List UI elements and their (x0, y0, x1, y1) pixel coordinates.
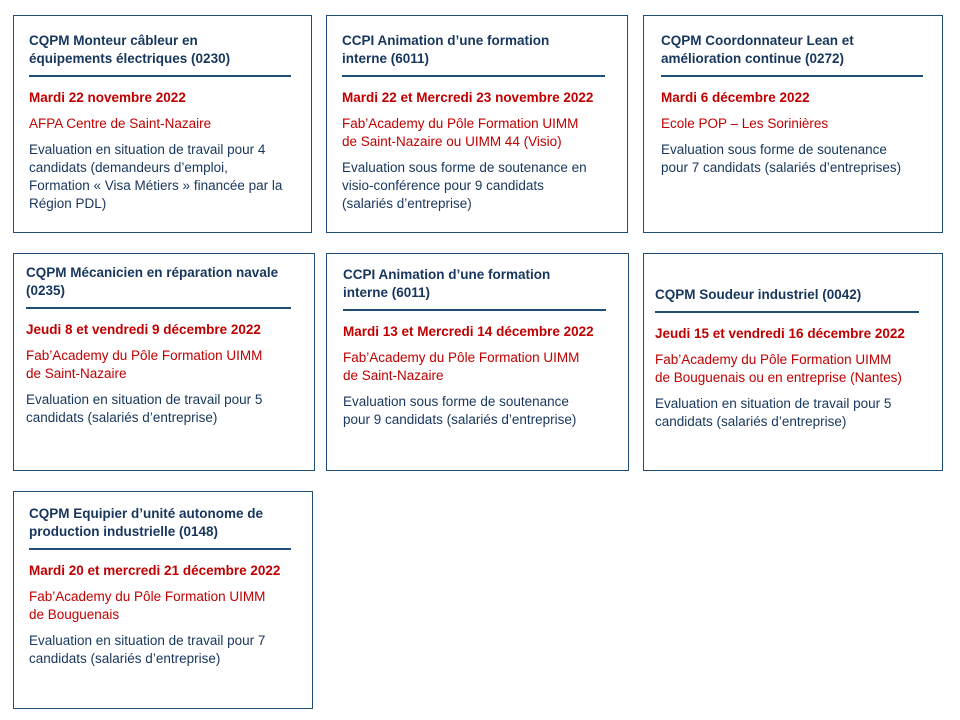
card-location: Ecole POP – Les Sorinières (661, 116, 829, 131)
title-divider (29, 75, 291, 77)
card-description: Evaluation en situation de travail pour 5 candidats (salariés d’entreprise) (26, 392, 263, 425)
card-location: AFPA Centre de Saint-Nazaire (29, 116, 212, 131)
card-date: Mardi 22 novembre 2022 (29, 90, 186, 105)
session-card-equipier-unite-autonome (13, 491, 313, 709)
card-description: Evaluation en situation de travail pour 4 candidats (demandeurs d’emploi, Formation « Visa Métiers » financée par la Région PDL) (29, 142, 283, 211)
card-description: Evaluation en situation de travail pour 5 candidats (salariés d’entreprise) (655, 396, 892, 429)
session-card-ccpi-animation-nov (326, 15, 628, 233)
card-location: Fab’Academy du Pôle Formation UIMM de Bouguenais ou en entreprise (Nantes) (655, 352, 902, 385)
card-title: CQPM Soudeur industriel (0042) (655, 287, 862, 302)
session-card-mecanicien-naval (13, 253, 315, 471)
card-date: Mardi 20 et mercredi 21 décembre 2022 (29, 563, 281, 578)
title-divider (29, 548, 291, 550)
card-title: CQPM Equipier d’unité autonome de production industrielle (0148) (29, 506, 264, 539)
card-location: Fab’Academy du Pôle Formation UIMM de Saint-Nazaire (343, 350, 580, 383)
card-date: Jeudi 15 et vendredi 16 décembre 2022 (655, 326, 905, 341)
title-divider (342, 75, 605, 77)
card-title: CQPM Monteur câbleur en équipements électriques (0230) (29, 33, 231, 66)
card-date: Mardi 22 et Mercredi 23 novembre 2022 (342, 90, 594, 105)
card-description: Evaluation sous forme de soutenance pour 9 candidats (salariés d’entreprise) (343, 394, 577, 427)
title-divider (655, 311, 919, 313)
card-date: Mardi 6 décembre 2022 (661, 90, 810, 105)
session-card-monteur-cableur (13, 15, 312, 233)
title-divider (661, 75, 923, 77)
card-description: Evaluation en situation de travail pour 7 candidats (salariés d’entreprise) (29, 633, 266, 666)
card-location: Fab’Academy du Pôle Formation UIMM de Saint-Nazaire ou UIMM 44 (Visio) (342, 116, 579, 149)
title-divider (26, 307, 291, 309)
card-title: CCPI Animation d’une formation interne (6011) (343, 267, 551, 300)
card-location: Fab’Academy du Pôle Formation UIMM de Saint-Nazaire (26, 348, 263, 381)
session-card-coordonnateur-lean (643, 15, 943, 233)
card-description: Evaluation sous forme de soutenance pour 7 candidats (salariés d’entreprises) (661, 142, 902, 175)
card-description: Evaluation sous forme de soutenance en visio-conférence pour 9 candidats (salariés d’entreprise) (342, 160, 587, 211)
session-card-soudeur-industriel (643, 253, 943, 471)
card-title: CQPM Mécanicien en réparation navale (0235) (26, 265, 279, 298)
card-title: CQPM Coordonnateur Lean et amélioration continue (0272) (661, 33, 854, 66)
card-title: CCPI Animation d’une formation interne (6011) (342, 33, 550, 66)
card-date: Mardi 13 et Mercredi 14 décembre 2022 (343, 324, 594, 339)
card-date: Jeudi 8 et vendredi 9 décembre 2022 (26, 322, 261, 337)
card-location: Fab’Academy du Pôle Formation UIMM de Bouguenais (29, 589, 266, 622)
title-divider (343, 309, 606, 311)
session-card-ccpi-animation-dec (326, 253, 629, 471)
